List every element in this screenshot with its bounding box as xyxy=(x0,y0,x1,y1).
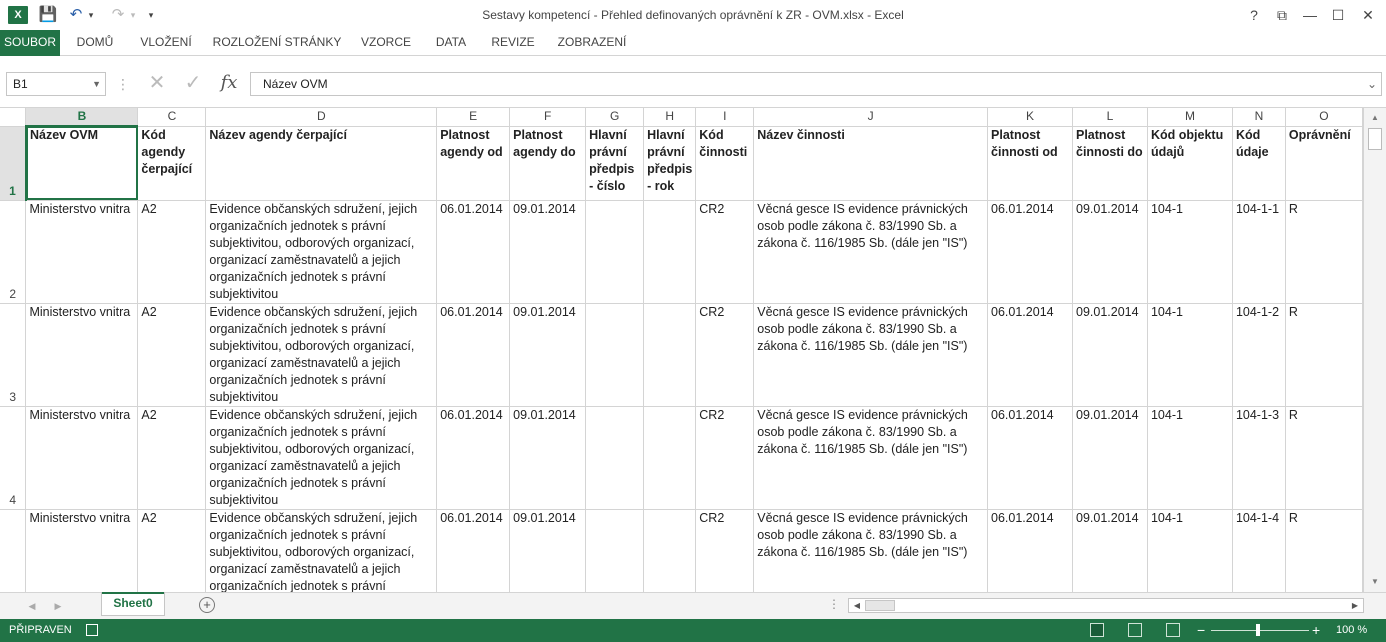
column-header[interactable]: M xyxy=(1147,108,1232,126)
sheet-tab-sheet0[interactable]: Sheet0 xyxy=(101,592,165,616)
cell[interactable]: CR2 xyxy=(696,303,754,406)
cell[interactable] xyxy=(586,200,644,303)
cell[interactable]: Oprávnění xyxy=(1285,126,1362,200)
cell[interactable]: Kód údaje xyxy=(1232,126,1285,200)
column-header[interactable]: B xyxy=(26,108,138,126)
macro-recording-icon[interactable] xyxy=(86,624,98,636)
save-icon[interactable]: 💾 xyxy=(38,6,58,23)
data-rows xyxy=(0,200,1363,612)
zoom-out-button[interactable]: − xyxy=(1197,622,1206,638)
cell[interactable]: Evidence občanských sdružení, jejich organizačních jednotek s právní subjektivitou, odborových organizací, organizací zaměstnavatelů a jejich organizačních jednotek s právní subjektivitou xyxy=(206,303,437,406)
add-sheet-icon[interactable]: + xyxy=(199,597,215,613)
column-header[interactable]: C xyxy=(138,108,206,126)
column-header[interactable]: H xyxy=(644,108,696,126)
cell[interactable]: Kód objektu údajů xyxy=(1147,126,1232,200)
tab-soubor[interactable]: SOUBOR xyxy=(0,30,60,56)
column-header[interactable]: D xyxy=(206,108,437,126)
cell[interactable]: 09.01.2014 xyxy=(510,509,586,612)
sheet-prev-icon[interactable]: ◀ xyxy=(28,601,36,611)
zoom-slider-thumb[interactable] xyxy=(1256,624,1260,636)
cell-active[interactable]: Název OVM xyxy=(26,126,138,200)
table-row xyxy=(0,406,1363,509)
cell[interactable]: 09.01.2014 xyxy=(1073,509,1148,612)
cell[interactable]: CR2 xyxy=(696,509,754,612)
cell[interactable]: R xyxy=(1285,303,1362,406)
undo-icon[interactable]: ↶ xyxy=(69,6,83,23)
vertical-scrollbar[interactable] xyxy=(1363,108,1386,592)
title-bar xyxy=(0,0,1386,30)
column-header[interactable]: N xyxy=(1232,108,1285,126)
column-header[interactable]: K xyxy=(988,108,1073,126)
cell[interactable]: 104-1 xyxy=(1147,406,1232,509)
normal-view-icon[interactable] xyxy=(1090,623,1104,637)
cell[interactable] xyxy=(586,406,644,509)
cell[interactable]: 104-1 xyxy=(1147,200,1232,303)
maximize-icon[interactable]: ☐ xyxy=(1331,7,1345,23)
column-header[interactable]: E xyxy=(437,108,510,126)
tab-domu[interactable]: DOMŮ xyxy=(76,35,114,49)
cell[interactable]: Věcná gesce IS evidence právnických osob podle zákona č. 83/1990 Sb. a zákona č. 116/1985 Sb. (dále jen "IS") xyxy=(754,509,988,612)
tab-rozlozeni-stranky[interactable]: ROZLOŽENÍ STRÁNKY xyxy=(212,35,342,49)
cell[interactable]: Ministerstvo vnitra xyxy=(26,200,138,303)
cell[interactable]: Věcná gesce IS evidence právnických osob podle zákona č. 83/1990 Sb. a zákona č. 116/1985 Sb. (dále jen "IS") xyxy=(754,200,988,303)
page-layout-view-icon[interactable] xyxy=(1128,623,1142,637)
undo-dropdown-icon[interactable]: ▾ xyxy=(88,10,94,20)
cell[interactable]: R xyxy=(1285,406,1362,509)
column-header[interactable]: I xyxy=(696,108,754,126)
cell[interactable] xyxy=(644,200,696,303)
cell[interactable]: A2 xyxy=(138,303,206,406)
formula-bar xyxy=(0,56,1386,108)
redo-dropdown-icon[interactable]: ▾ xyxy=(130,10,136,20)
cell[interactable]: Platnost agendy do xyxy=(510,126,586,200)
cell[interactable] xyxy=(644,303,696,406)
ribbon-display-options-icon[interactable]: ⧉ xyxy=(1277,7,1287,23)
zoom-in-button[interactable]: + xyxy=(1312,622,1321,638)
formula-bar-grip-icon: ⋮ xyxy=(116,76,130,92)
cell[interactable]: 104-1 xyxy=(1147,303,1232,406)
insert-function-icon[interactable]: fx xyxy=(220,72,238,93)
column-header[interactable]: L xyxy=(1073,108,1148,126)
scroll-down-icon[interactable]: ▼ xyxy=(1371,577,1379,586)
table-row xyxy=(0,126,1363,200)
cell[interactable]: Kód agendy čerpající xyxy=(138,126,206,200)
cancel-icon[interactable]: ✕ xyxy=(148,72,166,94)
zoom-slider[interactable] xyxy=(1211,630,1309,631)
close-icon[interactable]: ✕ xyxy=(1362,7,1374,23)
cell[interactable]: 06.01.2014 xyxy=(437,406,510,509)
horizontal-scrollbar[interactable] xyxy=(848,598,1364,613)
row-header[interactable]: 2 xyxy=(0,200,26,303)
cell[interactable]: Kód činnosti xyxy=(696,126,754,200)
cell[interactable]: Název agendy čerpající xyxy=(206,126,437,200)
cell[interactable]: 06.01.2014 xyxy=(988,406,1073,509)
cell[interactable]: Věcná gesce IS evidence právnických osob podle zákona č. 83/1990 Sb. a zákona č. 116/1985 Sb. (dále jen "IS") xyxy=(754,303,988,406)
formula-input[interactable] xyxy=(250,72,1382,96)
cell[interactable]: 06.01.2014 xyxy=(988,200,1073,303)
cell-table xyxy=(0,108,1363,613)
cell[interactable]: Platnost činnosti do xyxy=(1073,126,1148,200)
cell[interactable]: Název činnosti xyxy=(754,126,988,200)
cell[interactable]: 09.01.2014 xyxy=(510,406,586,509)
redo-icon[interactable]: ↷ xyxy=(111,6,125,23)
vertical-scroll-thumb[interactable] xyxy=(1368,128,1382,150)
tab-revize[interactable]: REVIZE xyxy=(491,35,535,49)
cell[interactable]: Platnost agendy od xyxy=(437,126,510,200)
name-box-value: B1 xyxy=(13,77,28,91)
cell[interactable]: A2 xyxy=(138,200,206,303)
scroll-up-icon[interactable]: ▲ xyxy=(1371,113,1379,122)
cell[interactable]: 104-1-4 xyxy=(1232,509,1285,612)
cell[interactable]: 09.01.2014 xyxy=(1073,303,1148,406)
horizontal-scroll-thumb[interactable] xyxy=(865,600,895,611)
cell[interactable]: 104-1-2 xyxy=(1232,303,1285,406)
cell[interactable]: Hlavní právní předpis - číslo xyxy=(586,126,644,200)
cell[interactable]: Ministerstvo vnitra xyxy=(26,509,138,612)
column-header[interactable]: G xyxy=(586,108,644,126)
cell[interactable]: Evidence občanských sdružení, jejich organizačních jednotek s právní subjektivitou, odborových organizací, organizací zaměstnavatelů a jejich organizačních jednotek s právní subjektivitou xyxy=(206,200,437,303)
page-break-view-icon[interactable] xyxy=(1166,623,1180,637)
cell[interactable]: Evidence občanských sdružení, jejich organizačních jednotek s právní subjektivitou, odborových organizací, organizací zaměstnavatelů a jejich organizačních jednotek s právní subjektivitou xyxy=(206,406,437,509)
cell[interactable]: R xyxy=(1285,200,1362,303)
cell[interactable]: Ministerstvo vnitra xyxy=(26,406,138,509)
tab-zobrazeni[interactable]: ZOBRAZENÍ xyxy=(557,35,627,49)
cell[interactable]: Ministerstvo vnitra xyxy=(26,303,138,406)
cell[interactable]: 06.01.2014 xyxy=(988,509,1073,612)
row-header[interactable]: 4 xyxy=(0,406,26,509)
cell[interactable]: 09.01.2014 xyxy=(510,200,586,303)
cell[interactable]: CR2 xyxy=(696,200,754,303)
sheet-next-icon[interactable]: ▶ xyxy=(54,601,62,611)
cell[interactable]: 104-1 xyxy=(1147,509,1232,612)
cell[interactable]: 06.01.2014 xyxy=(437,303,510,406)
zoom-level[interactable]: 100 % xyxy=(1336,624,1368,636)
chevron-down-icon[interactable]: ▼ xyxy=(92,79,101,89)
cell[interactable]: 104-1-1 xyxy=(1232,200,1285,303)
name-box[interactable] xyxy=(6,72,106,96)
column-header[interactable]: J xyxy=(754,108,988,126)
enter-icon[interactable]: ✓ xyxy=(184,72,202,94)
ribbon-tabs xyxy=(0,30,1386,56)
table-row xyxy=(0,200,1363,303)
row-header[interactable]: 1 xyxy=(0,126,26,200)
cell[interactable]: Platnost činnosti od xyxy=(988,126,1073,200)
row-header[interactable]: 3 xyxy=(0,303,26,406)
cell[interactable]: Evidence občanských sdružení, jejich organizačních jednotek s právní subjektivitou, odborových organizací, organizací zaměstnavatelů a jejich organizačních jednotek s právní xyxy=(206,509,437,612)
scroll-right-icon[interactable]: ▶ xyxy=(1351,601,1359,610)
cell[interactable]: Hlavní právní předpis - rok xyxy=(644,126,696,200)
cell[interactable]: 09.01.2014 xyxy=(1073,406,1148,509)
splitter-grip-icon[interactable]: ⋮ xyxy=(828,597,840,611)
select-all-corner[interactable] xyxy=(0,108,26,126)
cell[interactable]: 06.01.2014 xyxy=(437,509,510,612)
cell[interactable]: 06.01.2014 xyxy=(988,303,1073,406)
cell[interactable]: 09.01.2014 xyxy=(510,303,586,406)
help-icon[interactable]: ? xyxy=(1250,7,1258,23)
worksheet-grid[interactable] xyxy=(0,108,1363,592)
window-title: Sestavy kompetencí - Přehled definovaných oprávnění k ZR - OVM.xlsx - Excel xyxy=(482,8,904,22)
tab-vlozeni[interactable]: VLOŽENÍ xyxy=(140,35,192,49)
cell[interactable]: 09.01.2014 xyxy=(1073,200,1148,303)
cell[interactable] xyxy=(586,303,644,406)
cell[interactable]: A2 xyxy=(138,509,206,612)
status-text: PŘIPRAVEN xyxy=(9,624,72,636)
cell[interactable]: R xyxy=(1285,509,1362,612)
cell[interactable]: 06.01.2014 xyxy=(437,200,510,303)
tab-vzorce[interactable]: VZORCE xyxy=(360,35,411,49)
cell[interactable]: CR2 xyxy=(696,406,754,509)
expand-formula-bar-icon[interactable]: ⌄ xyxy=(1366,77,1377,91)
cell[interactable]: A2 xyxy=(138,406,206,509)
excel-logo-icon[interactable]: X xyxy=(8,6,28,24)
tab-data[interactable]: DATA xyxy=(435,35,467,49)
minimize-icon[interactable]: — xyxy=(1303,7,1317,23)
column-header[interactable]: O xyxy=(1285,108,1362,126)
cell[interactable] xyxy=(644,406,696,509)
table-row xyxy=(0,303,1363,406)
cell[interactable]: Věcná gesce IS evidence právnických osob podle zákona č. 83/1990 Sb. a zákona č. 116/1985 Sb. (dále jen "IS") xyxy=(754,406,988,509)
formula-value: Název OVM xyxy=(263,77,328,91)
sheet-tab-bar xyxy=(0,592,1386,619)
status-bar xyxy=(0,619,1386,642)
cell[interactable]: 104-1-3 xyxy=(1232,406,1285,509)
customize-toolbar-icon[interactable]: ▾ xyxy=(148,10,154,20)
scroll-left-icon[interactable]: ◀ xyxy=(853,601,861,610)
column-header[interactable]: F xyxy=(510,108,586,126)
